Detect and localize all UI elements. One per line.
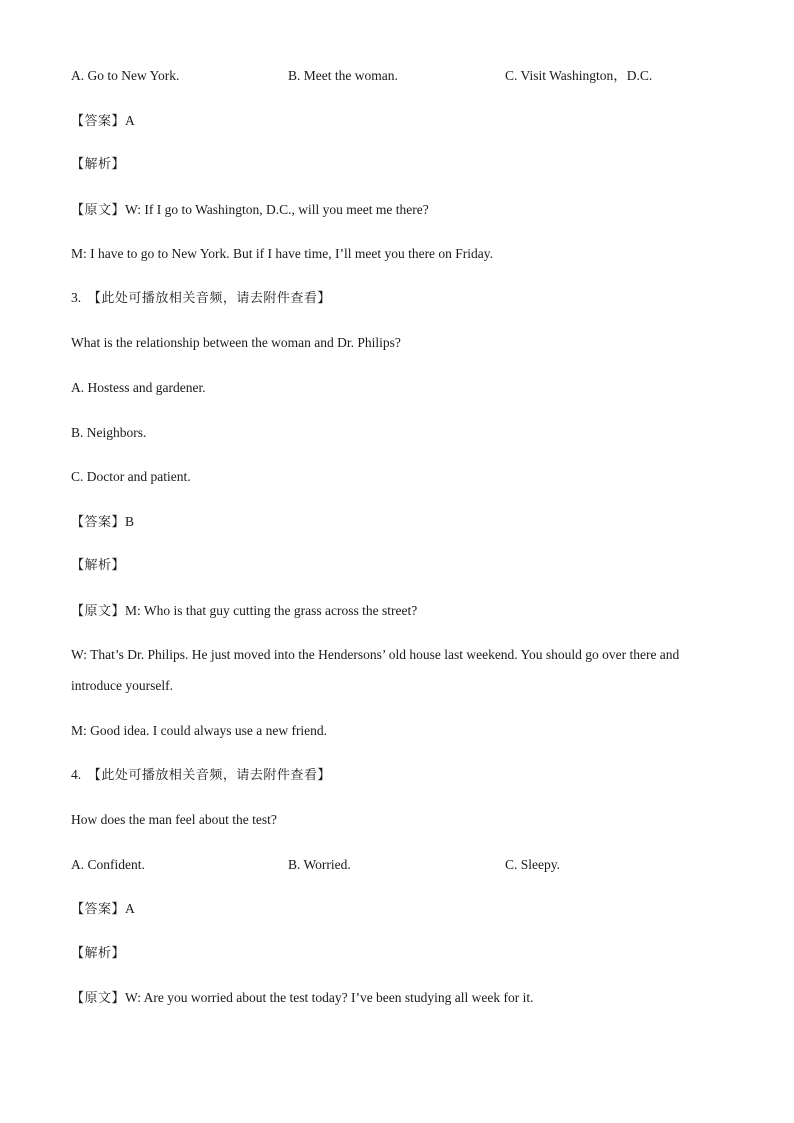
q4-option-c: C. Sleepy.: [505, 857, 560, 872]
q4-analysis-label: 【解析】: [71, 946, 126, 961]
q3-option-a: A. Hostess and gardener.: [71, 380, 206, 395]
answer-value: A: [125, 113, 135, 128]
q4-answer: [71, 901, 135, 918]
q2-answer: [71, 113, 135, 130]
q4-option-b: B. Worried.: [288, 857, 351, 872]
original-tag: 【原文】: [71, 203, 126, 218]
audio-note: 【此处可播放相关音频，请去附件查看】: [87, 768, 331, 783]
q3-transcript-line: M: Good idea. I could always use a new friend.: [71, 723, 328, 738]
q4-transcript-line: [71, 990, 534, 1007]
question-number: 4.: [71, 767, 82, 782]
q3-analysis-label: 【解析】: [71, 558, 126, 573]
q3-transcript-line: W: That’s Dr. Philips. He just moved into the Hendersons’ old house last weekend. You should go over there and: [71, 647, 680, 662]
q2-option-c: C. Visit Washington，D.C.: [505, 68, 653, 83]
transcript-text: M: Who is that guy cutting the grass across the street?: [125, 603, 418, 618]
original-tag: 【原文】: [71, 991, 126, 1006]
q2-transcript-line: M: I have to go to New York. But if I have time, I’ll meet you there on Friday.: [71, 246, 494, 261]
q2-option-b: B. Meet the woman.: [288, 68, 398, 83]
q4-header: [71, 767, 331, 784]
answer-tag: 【答案】: [71, 902, 126, 917]
answer-value: A: [125, 901, 135, 916]
answer-tag: 【答案】: [71, 515, 126, 530]
q3-transcript-line: [71, 603, 417, 620]
question-number: 3.: [71, 290, 82, 305]
q3-header: [71, 290, 331, 307]
q3-option-c: C. Doctor and patient.: [71, 469, 191, 484]
q4-question: How does the man feel about the test?: [71, 812, 277, 827]
answer-value: B: [125, 514, 135, 529]
original-tag: 【原文】: [71, 604, 126, 619]
q2-option-a: A. Go to New York.: [71, 68, 180, 83]
transcript-text: W: Are you worried about the test today? I’ve been studying all week for it.: [125, 990, 534, 1005]
q3-option-b: B. Neighbors.: [71, 425, 147, 440]
q2-analysis-label: 【解析】: [71, 157, 126, 172]
q4-option-a: A. Confident.: [71, 857, 145, 872]
q3-answer: [71, 514, 134, 531]
q3-question: What is the relationship between the woman and Dr. Philips?: [71, 335, 401, 350]
q3-transcript-line: introduce yourself.: [71, 678, 173, 693]
answer-tag: 【答案】: [71, 114, 126, 129]
q2-transcript-line: [71, 202, 429, 219]
transcript-text: W: If I go to Washington, D.C., will you meet me there?: [125, 202, 429, 217]
audio-note: 【此处可播放相关音频，请去附件查看】: [87, 291, 331, 306]
